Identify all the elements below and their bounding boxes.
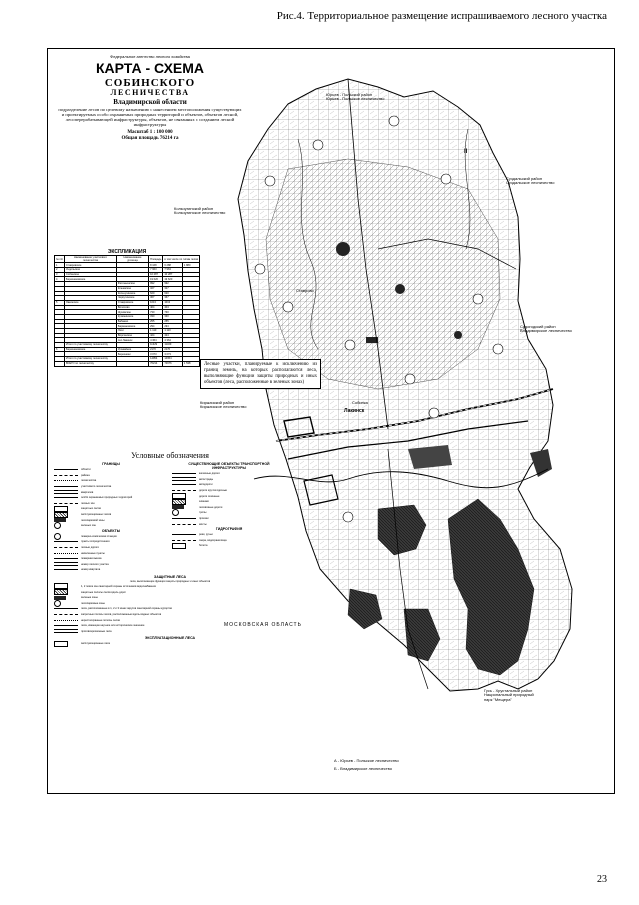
explication-cell: 2 (55, 268, 65, 273)
explication-cell: Ставровское (65, 263, 117, 268)
explication-cell: 1 880 (182, 263, 199, 268)
legend-label: болота (199, 544, 208, 548)
agency-name: Федеральное агентство лесного хозяйства (110, 54, 190, 59)
shaded-block-6 (408, 445, 452, 469)
legend-label: лесопарковой зоны (81, 518, 105, 522)
legend-symbol (172, 539, 196, 542)
explication-cell: пос.Лакинск (116, 338, 148, 343)
explication-cell: Ставровское (116, 300, 148, 305)
legend-label: зеленые зоны (81, 596, 98, 600)
forestry-map (48, 49, 615, 794)
explication-row (55, 361, 200, 366)
legend-symbol (54, 624, 78, 627)
legend-symbol (172, 489, 196, 492)
forestry-name-line1: СОБИНСКОГО (104, 76, 196, 89)
explication-cell: 424 (163, 333, 183, 338)
label-ne-neighbor: Суздальский район Суздальское лесничество (506, 176, 555, 186)
title-block (52, 55, 248, 141)
explication-cell: Ундольское (65, 268, 117, 273)
explication-cell: Урожайное (116, 347, 148, 352)
legend-symbol (54, 619, 78, 622)
explication-cell: 327 (149, 286, 163, 291)
explication-cell: Кольчугинское (116, 291, 148, 296)
legend-symbol (54, 519, 78, 522)
explication-cell: Куземинское (116, 314, 148, 319)
legend-label: реки, ручьи (199, 533, 213, 537)
label-sw-neighbor: Киржачский район Киржачское лесничество (200, 400, 247, 410)
label-west-neighbor: Кольчугинский район Кольчугинское лесничество (174, 206, 226, 216)
central-zone (266, 159, 500, 389)
explication-cell: 4 364 (149, 338, 163, 343)
legend-symbol (172, 478, 196, 481)
legend-label: кварталов (81, 490, 94, 494)
total-area: Общая площадь 76214 га (121, 135, 179, 141)
explication-cell: Бабаево (116, 319, 148, 324)
legend-symbol (172, 511, 196, 514)
legend-label: автодороги (199, 483, 213, 487)
explication-cell: Черкутинское (116, 296, 148, 301)
legend-symbol (54, 540, 78, 543)
map-frame (47, 48, 615, 794)
legend-label: противоэрозионные леса (81, 629, 112, 633)
explication-cell: Клюевское (116, 286, 148, 291)
legend-label: эксплуатационных лесов (81, 513, 112, 517)
explication-cell: Фетиньинское (116, 282, 148, 287)
legend-label: района (81, 473, 90, 477)
legend-label: номер лесного участка (81, 562, 109, 566)
legend-symbol (54, 485, 78, 488)
legend-protective-head: ЗАЩИТНЫЕ ЛЕСА (154, 574, 186, 579)
explication-header-row (55, 256, 200, 263)
legend-label: пожарно-химическая станция (81, 534, 117, 538)
legend-label: номер квартала (81, 568, 101, 572)
legend-label: дороги сезонные (199, 494, 220, 498)
explication-cell: 294 (149, 324, 163, 329)
legend-symbol (54, 513, 78, 516)
explication-cell: Волосово (116, 305, 148, 310)
explication-cell: 1 110 (163, 329, 183, 334)
legend-symbol (54, 507, 78, 510)
label-corner-note-b: Б - Владимирское лесничество (334, 766, 392, 771)
legend-transport (172, 462, 286, 573)
legend-label: защитные полосы лесов вдоль дорог (81, 590, 126, 594)
legend-symbol (54, 552, 78, 555)
legend-objects-head: ОБЪЕКТЫ (101, 528, 121, 533)
page-number: 23 (597, 874, 607, 885)
legend-symbol (172, 506, 196, 509)
legend-transport-head: СУЩЕСТВУЮЩИЕ ОБЪЕКТЫ ТРАНСПОРТНОЙ ИНФРАСТРУКТУРЫ (188, 462, 270, 470)
explication-cell: 4 364 (163, 338, 183, 343)
legend-symbol (54, 607, 78, 610)
explication-title: ЭКСПЛИКАЦИЯ (107, 249, 147, 255)
explication-cell: 404 (149, 305, 163, 310)
explication-cell: 11329 (163, 343, 183, 348)
explication-cell: 6 (55, 347, 65, 352)
legend-symbol (54, 568, 78, 571)
label-corner-note-a: А - Юрьев - Польское лесничество (334, 758, 399, 763)
legend-label: озера, водохранилища (199, 538, 227, 542)
legend-label: 1, 2 пояса зон санитарной охраны источников водоснабжения (81, 584, 156, 588)
legend-symbol (172, 523, 196, 526)
explication-cell: 3 (55, 272, 65, 277)
figure-caption: Рис.4. Территориальное размещение испрашиваемого лесного участка (276, 10, 607, 22)
legend-symbol (54, 642, 78, 645)
explication-cell: 255 (163, 319, 183, 324)
legend-symbol (54, 524, 78, 527)
explication-col-header: Наименование участкового лесничества (65, 256, 117, 263)
explication-cell: 404 (163, 305, 183, 310)
legend-symbol (172, 517, 196, 520)
legend-item (54, 567, 168, 573)
explication-cell: 76214 (149, 361, 163, 366)
explication-cell: 330 (149, 314, 163, 319)
explication-col-header: в том числе по типам лесов (163, 256, 200, 263)
legend-label: запретные полосы лесов, расположенные вдоль водных объектов (81, 612, 162, 616)
explication-cell: 294 (163, 324, 183, 329)
explication-cell: Березники (116, 352, 148, 357)
label-town-sobinka: Собинка (352, 400, 368, 405)
legend-hydro-head: ГИДРОГРАФИЯ (215, 526, 243, 531)
label-town-lakinsk: Лакинск (344, 408, 365, 414)
label-roman-numeral: II (464, 149, 468, 155)
explication-cell: 3 073 (149, 352, 163, 357)
explication-cell: Березниковское (65, 277, 117, 282)
legend-label: лесные дороги (81, 546, 99, 550)
explication-cell: 14954 (149, 357, 163, 362)
explication-col-header: Площадь (149, 256, 163, 263)
legend-title: Условные обозначения (131, 451, 209, 460)
explication-cell: 2170 (163, 347, 183, 352)
explication-cell: Ворсинское (116, 333, 148, 338)
legend-boundaries (54, 462, 168, 573)
legend-label: участкового лесничества (81, 485, 112, 489)
legend-symbol (54, 563, 78, 566)
explication-cell: 1 538 (182, 361, 199, 366)
explication-cell: 4 (55, 277, 65, 282)
explication-cell: 19 620 (163, 277, 183, 282)
explication-cell: 7 963 (163, 268, 183, 273)
explication-col-header: Наименование урочища (116, 256, 148, 263)
explication-cell: 3 073 (163, 352, 183, 357)
legend-label: лесничества (81, 479, 97, 483)
explication-cell (116, 361, 148, 366)
label-se-neighbor: Гусь - Хрустальный район Национальный природный парк "Мещера" (484, 688, 534, 702)
explication-table (54, 255, 200, 367)
explication-cell: 6 288 (163, 263, 183, 268)
legend-item (54, 628, 286, 634)
legend-symbol (172, 472, 196, 475)
explication-cell: Бармановское (116, 324, 148, 329)
exclusion-callout: Лесные участки, планируемые к исключению из границ земель, на которых располагаются леса, выполняющие функции защиты природных и иных объектов (леса, расположенные в зеленых зонах) (200, 359, 321, 389)
explication-cell: 1 110 (149, 329, 163, 334)
legend-label: лесопарковые зоны (81, 601, 105, 605)
legend-label: эксплуатационные леса (81, 642, 110, 646)
legend-symbol (54, 630, 78, 633)
explication (54, 249, 200, 367)
legend-symbol (172, 500, 196, 503)
forestry-name-line2: ЛЕСНИЧЕСТВА (110, 88, 190, 98)
legend-protective-note: леса, выполняющие функции защиты природных и иных объектов (129, 579, 211, 583)
legend-symbol (172, 544, 196, 547)
legend-symbol (54, 496, 78, 499)
legend-symbol (54, 546, 78, 549)
explication-cell: 5 (55, 300, 65, 305)
explication-cell: 730 (163, 310, 183, 315)
legend-symbol (54, 602, 78, 605)
explication-cell: 367 (163, 296, 183, 301)
legend-label: защитных лесов (81, 507, 101, 511)
legend-label: тропы (199, 511, 207, 515)
explication-cell: 10 287 (163, 272, 183, 277)
legend-symbol (54, 474, 78, 477)
legend-label: железные дороги (199, 472, 220, 476)
legend-symbol (54, 591, 78, 594)
explication-cell: Лакинское (65, 300, 117, 305)
explication-cell: 424 (149, 333, 163, 338)
legend-label: зимники (199, 500, 209, 504)
explication-cell: 2170 (149, 347, 163, 352)
explication-cell: 11329 (149, 343, 163, 348)
legend-item (54, 641, 286, 647)
explication-col-header: № п/п (55, 256, 65, 263)
explication-cell: 620 (149, 291, 163, 296)
legend-symbol (54, 535, 78, 538)
legend-boundaries-head: ГРАНИЦЫ (102, 462, 120, 466)
explication-cell: Итого по участковому лесничеству (65, 343, 117, 348)
explication-cell: 1013 (149, 300, 163, 305)
legend-label: лесовозные дороги (199, 505, 223, 509)
explication-cell: 620 (163, 291, 183, 296)
explication-cell: 255 (149, 319, 163, 324)
legend-symbol (54, 468, 78, 471)
explication-cell: Березниковское (65, 347, 117, 352)
explication-cell: Собинское (65, 272, 117, 277)
explication-body (55, 263, 200, 366)
legend-label: леса, имеющие научное или историческое значение (81, 624, 145, 628)
explication-cell: 8 168 (149, 263, 163, 268)
label-north-neighbor: Юрьев - Польский район Юрьев - Польское лесничество (326, 92, 385, 102)
explication-cell: 992 (163, 282, 183, 287)
legend-symbol (172, 483, 196, 486)
explication-cell: 19 620 (149, 277, 163, 282)
explication-cell (55, 361, 65, 366)
legend-label: нерестоохранные полосы лесов (81, 618, 120, 622)
label-town-stavrovo: Ставрово (296, 288, 314, 293)
legend-label: автострады (199, 477, 214, 481)
legend-item (172, 543, 286, 549)
explication-cell: 730 (149, 310, 163, 315)
explication-cell: Итого по участковому лесничеству (65, 357, 117, 362)
legend-exploitation-head: ЭКСПЛУАТАЦИОННЫЕ ЛЕСА (144, 636, 196, 641)
legend-label: леса, расположенные в 1, 2 и 3 зонах округов санитарной охраны курортов (81, 607, 172, 611)
legend-symbol (54, 502, 78, 505)
legend-label: дороги круглогодичные (199, 489, 228, 493)
label-south-region: МОСКОВСКАЯ ОБЛАСТЬ (224, 622, 302, 628)
explication-cell: 74676 (163, 361, 183, 366)
legend (54, 451, 286, 647)
explication-cell: 330 (163, 314, 183, 319)
legend-symbol (54, 479, 78, 482)
explication-cell: 14954 (163, 357, 183, 362)
map-description: подразделение лесов по целевому назначению с нанесением местоположения существующих и проектируемых особо охраняемых природных территорий и объектов, объектов лесной, лесоперерабатывающей инфраструктуры, объектов, не связанных с созданием лесной инфраструктуры (58, 107, 242, 127)
label-east-neighbor: Судогодский район Владимирское лесничество (520, 324, 572, 334)
legend-symbol (54, 613, 78, 616)
legend-symbol (54, 585, 78, 588)
legend-symbol (54, 491, 78, 494)
explication-cell: 10 287 (149, 272, 163, 277)
explication-cell: 7 963 (149, 268, 163, 273)
legend-label: пункты сосредоточения (81, 540, 110, 544)
explication-cell: 367 (149, 296, 163, 301)
map-kind: КАРТА - СХЕМА (95, 60, 205, 77)
legend-label: мосты (199, 522, 207, 526)
explication-cell: 1013 (163, 300, 183, 305)
explication-cell: 1 (55, 263, 65, 268)
legend-label: просеки (199, 517, 209, 521)
explication-cell: ВСЕГО по лесничеству (65, 361, 117, 366)
explication-cell: 992 (149, 282, 163, 287)
legend-symbol (54, 557, 78, 560)
legend-label: области (81, 468, 91, 472)
region-name: Владимирской области (113, 97, 187, 106)
legend-symbol (54, 596, 78, 599)
map-scale: Масштаб 1 : 100 000 (127, 130, 173, 136)
explication-cell: Жуковское (116, 310, 148, 315)
explication-cell: 327 (163, 286, 183, 291)
legend-label: пожарная вышка (81, 557, 102, 561)
legend-label: особо охраняемых природных территорий (81, 496, 133, 500)
legend-label: зеленых зон (81, 524, 96, 528)
explication-cell: Ляхи (116, 329, 148, 334)
legend-symbol (172, 495, 196, 498)
legend-label: лесных зон (81, 501, 95, 505)
legend-label: населенные пункты (81, 551, 105, 555)
legend-symbol (172, 533, 196, 536)
